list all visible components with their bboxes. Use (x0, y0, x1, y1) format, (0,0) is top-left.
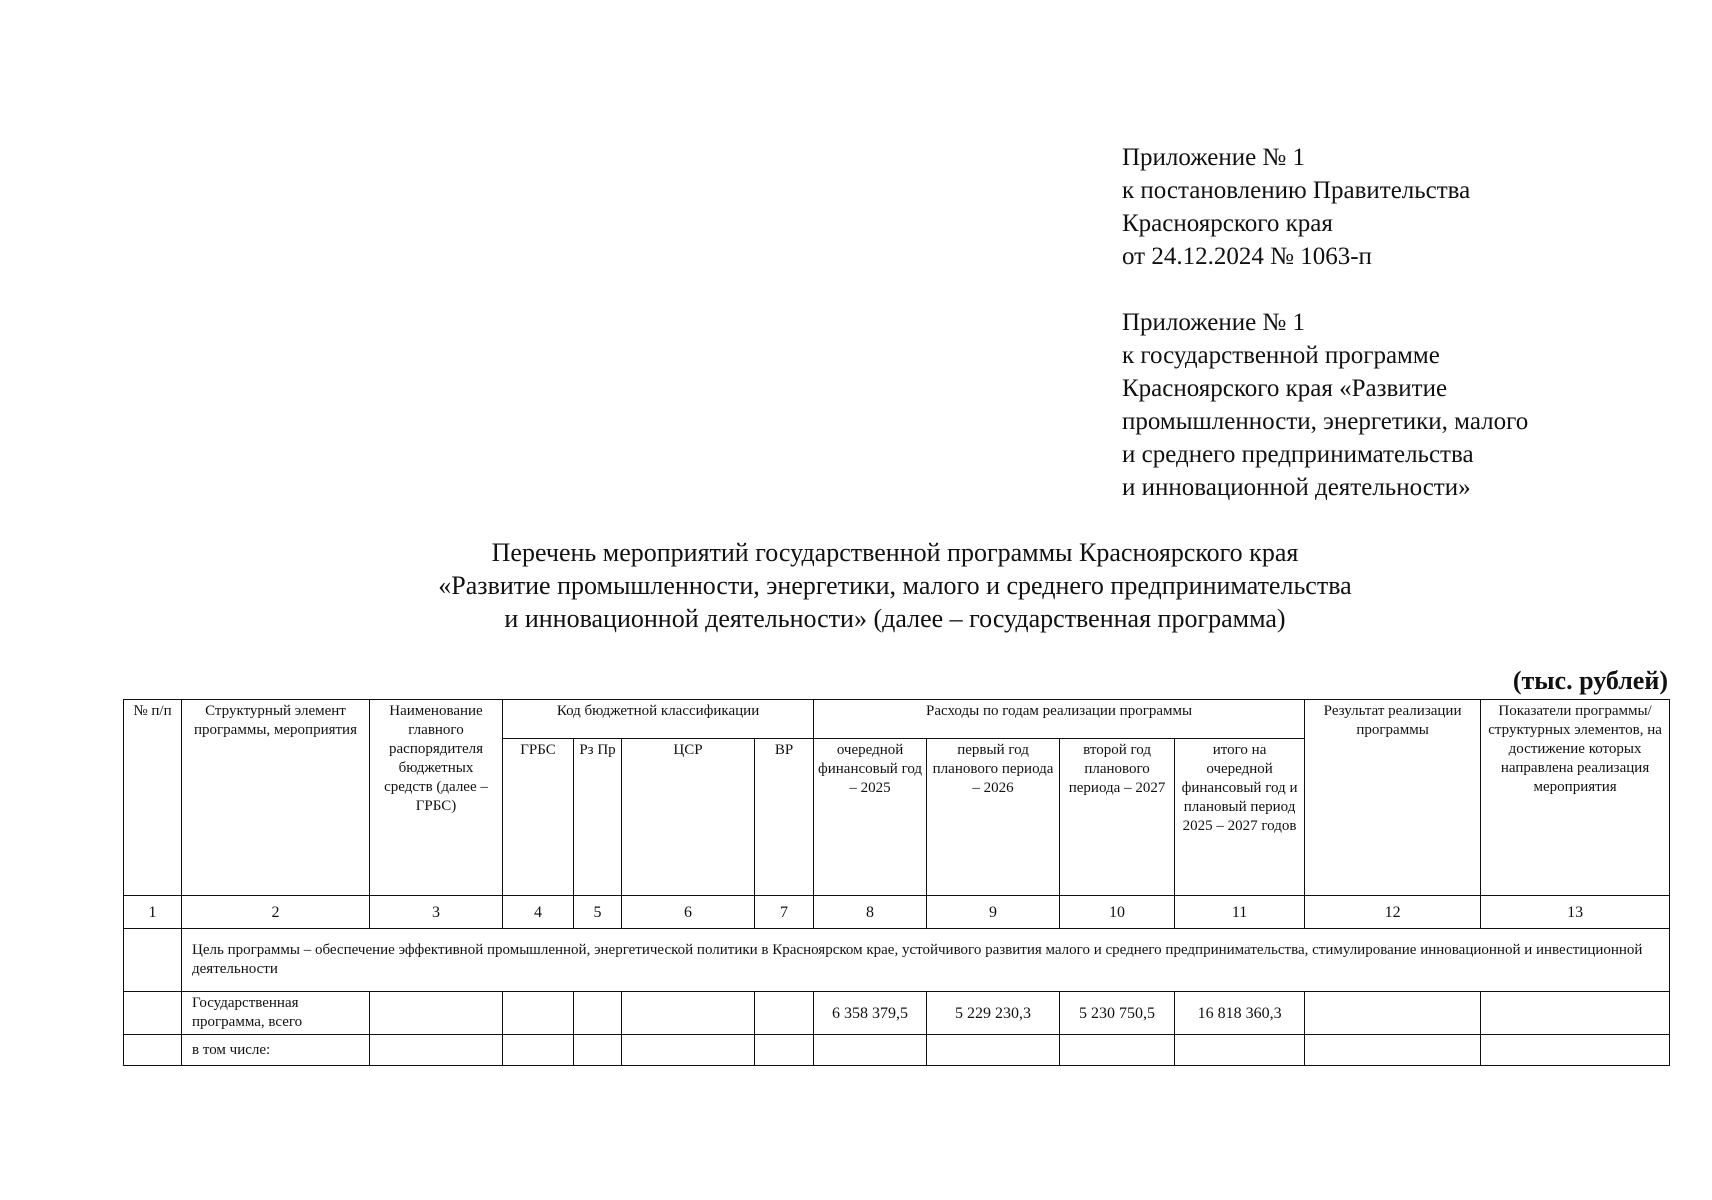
appendix-2-block (1122, 306, 1682, 504)
header-rzpr: Рз Пр (574, 739, 622, 896)
column-number: 12 (1305, 896, 1481, 929)
header-element: Структурный элемент программы, мероприятия (182, 700, 370, 896)
total-2027-value: 5 230 750,5 (1060, 992, 1175, 1035)
including-label: в том числе: (182, 1035, 370, 1066)
units-label: (тыс. рублей) (1512, 666, 1668, 695)
column-number: 11 (1175, 896, 1305, 929)
total-2025-value: 6 358 379,5 (814, 992, 927, 1035)
header-indicators: Показатели программы/структурных элементов, на достижение которых направлена реализация мероприятия (1481, 700, 1670, 896)
table-header-row (124, 700, 1670, 739)
empty-cell (622, 1035, 755, 1066)
empty-cell (755, 992, 814, 1035)
column-number: 4 (503, 896, 574, 929)
empty-cell (124, 992, 182, 1035)
column-number: 7 (755, 896, 814, 929)
empty-cell (503, 1035, 574, 1066)
empty-cell (1481, 1035, 1670, 1066)
appendix-1-line: к постановлению Правительства (1122, 177, 1471, 204)
appendix-1-line: Приложение № 1 (1122, 144, 1306, 171)
empty-cell (1175, 1035, 1305, 1066)
header-grbs-name: Наименование главного распорядителя бюджетных средств (далее – ГРБС) (370, 700, 503, 896)
appendix-2-line: и инновационной деятельности» (1122, 474, 1471, 501)
column-number: 5 (574, 896, 622, 929)
column-number: 10 (1060, 896, 1175, 929)
empty-cell (124, 1035, 182, 1066)
document-title-line: и инновационной деятельности» (далее – государственная программа) (504, 604, 1286, 633)
appendix-2-line: промышленности, энергетики, малого (1122, 408, 1529, 435)
empty-cell (927, 1035, 1060, 1066)
empty-cell (574, 992, 622, 1035)
header-grbs: ГРБС (503, 739, 574, 896)
total-all-years-value: 16 818 360,3 (1175, 992, 1305, 1035)
empty-cell (1481, 992, 1670, 1035)
empty-cell (1305, 1035, 1481, 1066)
document-title (300, 536, 1490, 635)
header-budget-code: Код бюджетной классификации (503, 700, 814, 739)
header-csr: ЦСР (622, 739, 755, 896)
appendix-1-line: Красноярского края (1122, 210, 1333, 237)
header-vr: ВР (755, 739, 814, 896)
appendix-2-line: Приложение № 1 (1122, 309, 1306, 336)
appendix-1-block (1122, 141, 1682, 273)
header-year-2027: второй год планового периода – 2027 (1060, 739, 1175, 896)
appendix-2-line: к государственной программе (1122, 342, 1440, 369)
appendix-2-line: Красноярского края «Развитие (1122, 375, 1448, 402)
empty-cell (574, 1035, 622, 1066)
program-measures-table (123, 699, 1670, 1066)
column-number: 3 (370, 896, 503, 929)
column-number: 13 (1481, 896, 1670, 929)
column-number: 2 (182, 896, 370, 929)
column-number: 1 (124, 896, 182, 929)
appendix-1-line: от 24.12.2024 № 1063-п (1122, 243, 1372, 270)
empty-cell (814, 1035, 927, 1066)
header-total-years: итого на очередной финансовый год и плановый период 2025 – 2027 годов (1175, 739, 1305, 896)
document-title-line: «Развитие промышленности, энергетики, малого и среднего предпринимательства (438, 571, 1352, 600)
program-goal-text: Цель программы – обеспечение эффективной промышленной, энергетической политики в Красноярском крае, устойчивого развития малого и среднего предпринимательства, стимулирование инновационной и инвестиционной деятельности (182, 929, 1670, 992)
column-number: 6 (622, 896, 755, 929)
including-row (124, 1035, 1670, 1066)
header-expenses: Расходы по годам реализации программы (814, 700, 1305, 739)
goal-row (124, 929, 1670, 992)
program-total-label: Государственная программа, всего (182, 992, 370, 1035)
empty-cell (370, 992, 503, 1035)
appendix-2-line: и среднего предпринимательства (1122, 441, 1474, 468)
column-numbers-row (124, 896, 1670, 929)
empty-cell (622, 992, 755, 1035)
header-result: Результат реализации программы (1305, 700, 1481, 896)
column-number: 8 (814, 896, 927, 929)
empty-cell (755, 1035, 814, 1066)
header-num: № п/п (124, 700, 182, 896)
program-total-row (124, 992, 1670, 1035)
total-2026-value: 5 229 230,3 (927, 992, 1060, 1035)
header-year-2026: первый год планового периода – 2026 (927, 739, 1060, 896)
empty-cell (370, 1035, 503, 1066)
empty-cell (1060, 1035, 1175, 1066)
header-year-2025: очередной финансовый год – 2025 (814, 739, 927, 896)
empty-cell (503, 992, 574, 1035)
empty-cell (124, 929, 182, 992)
column-number: 9 (927, 896, 1060, 929)
document-title-line: Перечень мероприятий государственной программы Красноярского края (491, 538, 1299, 567)
empty-cell (1305, 992, 1481, 1035)
